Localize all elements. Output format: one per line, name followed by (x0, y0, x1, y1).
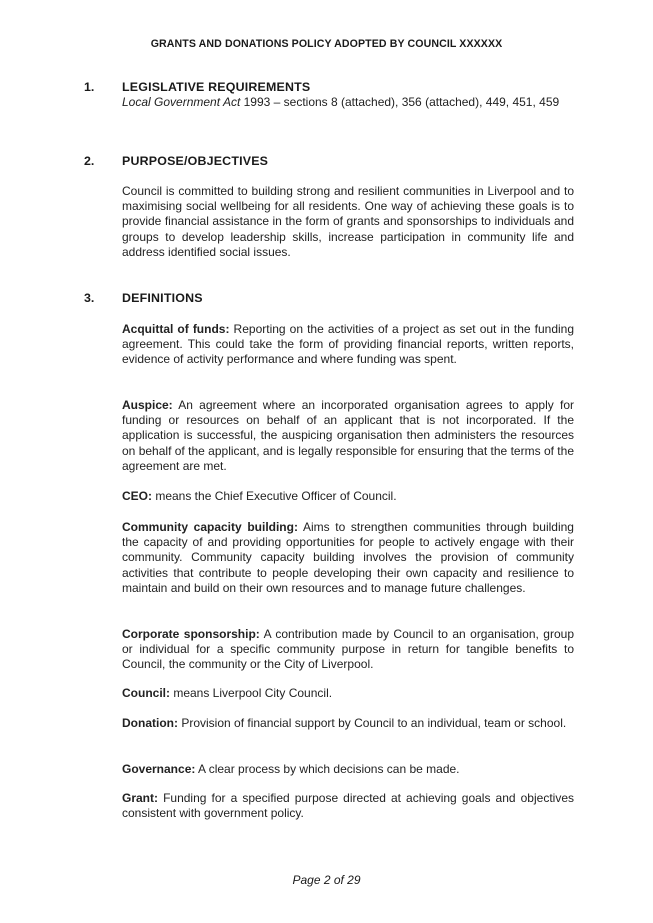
act-name: Local Government Act (122, 95, 241, 109)
section-legislative-requirements (84, 80, 574, 110)
definition-term: Grant: (122, 791, 158, 805)
section-definitions (84, 291, 574, 305)
definition-acquittal-of-funds (122, 322, 574, 368)
definition-text: Funding for a specified purpose directed at achieving goals and objectives consistent with government policy. (122, 791, 574, 821)
definition-text: means the Chief Executive Officer of Council. (152, 489, 397, 503)
definition-text: A clear process by which decisions can be made. (195, 762, 460, 776)
section-number: 1. (84, 80, 95, 94)
section-heading: PURPOSE/OBJECTIVES (122, 154, 269, 168)
section-heading: DEFINITIONS (122, 291, 203, 305)
section-number: 2. (84, 154, 95, 168)
act-sections: 1993 – sections 8 (attached), 356 (attached), 449, 451, 459 (240, 95, 560, 109)
definition-term: Donation: (122, 716, 178, 730)
definition-term: Acquittal of funds: (122, 322, 230, 336)
definition-ceo (122, 489, 574, 504)
definition-auspice (122, 398, 574, 474)
purpose-paragraph: Council is committed to building strong and resilient communities in Liverpool and to maximising social wellbeing for all residents. One way of achieving these goals is to provide financial assistance in the form of grants and sponsorships to individuals and groups to develop leadership skills, increase participation in community life and address identified social issues. (122, 184, 574, 259)
definition-community-capacity-building (122, 520, 574, 596)
section-purpose-objectives (84, 154, 574, 260)
definition-text: An agreement where an incorporated organisation agrees to apply for funding or resources on behalf of an applicant that is not incorporated. If the application is successful, the auspicing organisation then administers the resources on behalf of the applicant, and is legally responsible for ensuring that the terms of the agreement are met. (122, 398, 574, 473)
page-number: Page 2 of 29 (292, 873, 361, 887)
definition-text: Provision of financial support by Council to an individual, team or school. (178, 716, 567, 730)
legislation-reference (122, 95, 574, 110)
definition-term: Council: (122, 686, 170, 700)
definition-term: Community capacity building: (122, 520, 298, 534)
section-number: 3. (84, 291, 95, 305)
definition-term: Auspice: (122, 398, 173, 412)
definition-grant (122, 791, 574, 821)
definition-donation (122, 716, 574, 731)
definition-text: A contribution made by Council to an organisation, group or individual for a specific community purpose in return for tangible benefits to Council, the community or the City of Liverpool. (122, 627, 574, 672)
definition-council (122, 686, 574, 701)
definition-term: CEO: (122, 489, 152, 503)
definition-governance (122, 762, 574, 777)
definition-term: Corporate sponsorship: (122, 627, 260, 641)
document-header: GRANTS AND DONATIONS POLICY ADOPTED BY COUNCIL XXXXXX (150, 38, 503, 50)
definition-term: Governance: (122, 762, 196, 776)
section-heading: LEGISLATIVE REQUIREMENTS (122, 80, 311, 94)
definition-text: Aims to strengthen communities through building the capacity of and providing opportunities for people to actively engage with their community. Community capacity building involves the provision of community activities that contribute to people developing their own capacity and resilience to maintain and build on their own resources and to manage future challenges. (122, 520, 574, 595)
definition-text: means Liverpool City Council. (170, 686, 333, 700)
definition-corporate-sponsorship (122, 627, 574, 673)
definition-text: Reporting on the activities of a project as set out in the funding agreement. This could take the form of providing financial reports, written reports, evidence of activity performance and where funding was spent. (122, 322, 575, 367)
